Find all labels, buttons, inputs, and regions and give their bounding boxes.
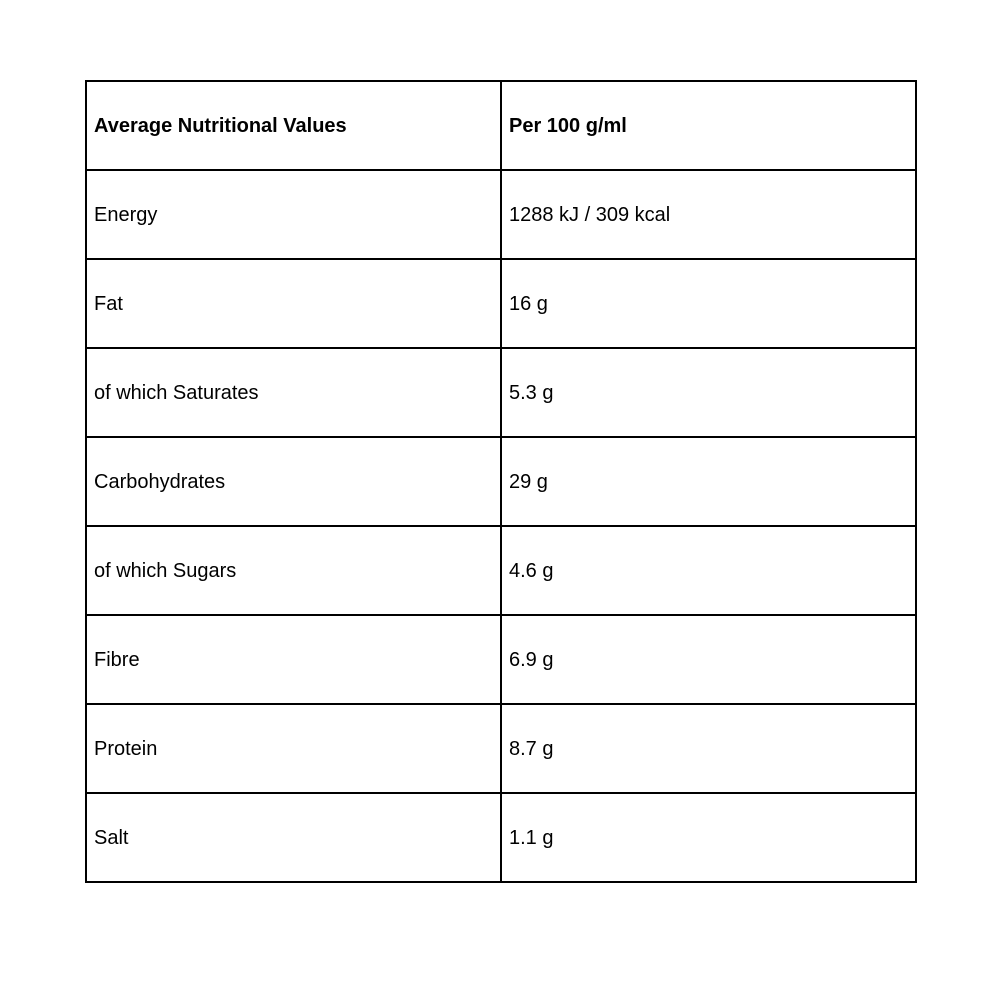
nutrient-name: Protein [86, 704, 501, 793]
nutrient-name: Energy [86, 170, 501, 259]
nutrient-value: 1.1 g [501, 793, 916, 882]
table-row [86, 348, 916, 437]
nutrient-name: Salt [86, 793, 501, 882]
nutrient-value: 16 g [501, 259, 916, 348]
table-row [86, 170, 916, 259]
nutrient-name: Fat [86, 259, 501, 348]
nutrient-name: Carbohydrates [86, 437, 501, 526]
nutrient-name: of which Saturates [86, 348, 501, 437]
nutrient-value: 29 g [501, 437, 916, 526]
nutrient-value: 1288 kJ / 309 kcal [501, 170, 916, 259]
table-row [86, 704, 916, 793]
table-row [86, 259, 916, 348]
header-nutrient: Average Nutritional Values [86, 81, 501, 170]
nutrient-value: 4.6 g [501, 526, 916, 615]
table-row [86, 793, 916, 882]
table-row [86, 437, 916, 526]
nutrient-value: 8.7 g [501, 704, 916, 793]
nutrient-value: 5.3 g [501, 348, 916, 437]
table-header-row [86, 81, 916, 170]
nutrient-name: Fibre [86, 615, 501, 704]
header-per-100: Per 100 g/ml [501, 81, 916, 170]
nutrition-table [85, 80, 917, 883]
table-row [86, 615, 916, 704]
table-row [86, 526, 916, 615]
nutrient-value: 6.9 g [501, 615, 916, 704]
nutrient-name: of which Sugars [86, 526, 501, 615]
